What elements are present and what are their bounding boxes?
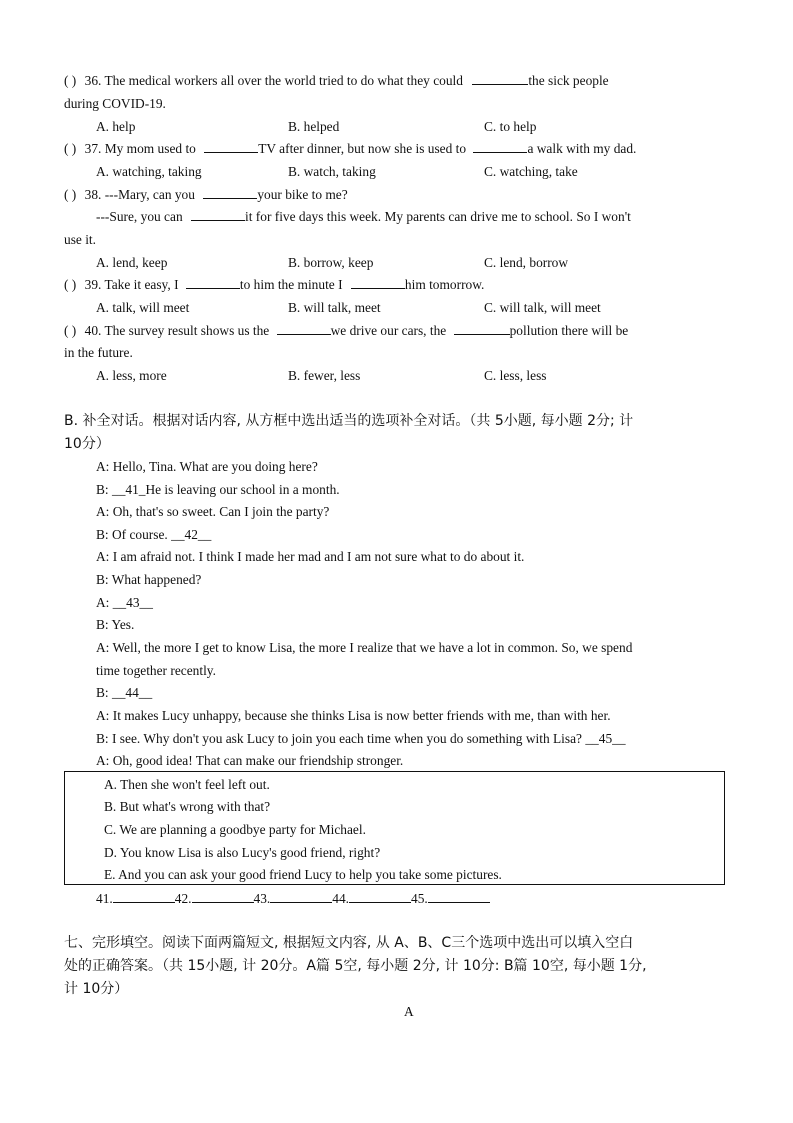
question-36-line-2: during COVID-19. (64, 96, 166, 111)
question-39-option-b[interactable]: B. will talk, meet (288, 300, 381, 315)
answer-label: 45. (411, 891, 428, 906)
answer-blank-44[interactable] (349, 889, 411, 903)
choice-option-a[interactable]: A. Then she won't feel left out. (104, 777, 270, 792)
question-38-text-a: 38. ---Mary, can you (84, 187, 195, 202)
section-b-title-cont: 10分） (64, 436, 110, 452)
passage-label: A (404, 1004, 414, 1019)
dialogue-line: B: What happened? (96, 572, 202, 587)
question-38-option-b[interactable]: B. borrow, keep (288, 255, 374, 270)
question-38-text-d: it for five days this week. My parents can drive me to school. So I won't (245, 209, 631, 224)
answer-blank-42[interactable] (192, 889, 254, 903)
question-37-option-c[interactable]: C. watching, take (484, 164, 578, 179)
question-36-option-c[interactable]: C. to help (484, 119, 537, 134)
choice-option-b[interactable]: B. But what's wrong with that? (104, 799, 271, 814)
dialogue-line: B: Of course. __42__ (96, 527, 212, 542)
question-36-line-1 (64, 71, 609, 91)
question-37-text-a: 37. My mom used to (84, 141, 196, 156)
answer-parentheses: ( ) (64, 277, 77, 292)
question-40-text-a: 40. The survey result shows us the (84, 323, 270, 338)
dialogue-line: A: Oh, good idea! That can make our friendship stronger. (96, 753, 404, 768)
question-38-line-3: use it. (64, 232, 96, 247)
answer-blank[interactable] (472, 71, 528, 85)
question-40-option-b[interactable]: B. fewer, less (288, 368, 361, 383)
answer-label: 44. (332, 891, 349, 906)
answer-blank[interactable] (203, 185, 257, 199)
question-38-line-2 (96, 207, 631, 227)
answer-blank[interactable] (351, 275, 405, 289)
question-39-line-1 (64, 275, 484, 295)
section-b-title: B. 补全对话。根据对话内容, 从方框中选出适当的选项补全对话。（共 5小题, 每小题 2分; 计 (64, 413, 634, 429)
answer-blank[interactable] (454, 321, 510, 335)
question-39-option-c[interactable]: C. will talk, will meet (484, 300, 601, 315)
question-39-text-a: 39. Take it easy, I (84, 277, 179, 292)
question-36-text: 36. The medical workers all over the world tried to do what they could (84, 73, 463, 88)
question-37-line-1 (64, 139, 636, 159)
dialogue-line: time together recently. (96, 663, 216, 678)
dialogue-line: B: __44__ (96, 685, 153, 700)
question-38-option-c[interactable]: C. lend, borrow (484, 255, 569, 270)
answer-label: 42. (174, 891, 192, 906)
question-37-option-b[interactable]: B. watch, taking (288, 164, 376, 179)
question-40-line-2: in the future. (64, 345, 133, 360)
answer-blank-43[interactable] (270, 889, 332, 903)
answer-blank[interactable] (277, 321, 331, 335)
dialogue-line: B: Yes. (96, 617, 135, 632)
answer-blank[interactable] (191, 207, 245, 221)
answer-parentheses: ( ) (64, 323, 77, 338)
question-38-option-a[interactable]: A. lend, keep (96, 255, 168, 270)
dialogue-line: B: I see. Why don't you ask Lucy to join you each time when you do something with Lisa? __45__ (96, 731, 626, 746)
dialogue-line: A: I am afraid not. I think I made her mad and I am not sure what to do about it. (96, 549, 525, 564)
dialogue-line: A: It makes Lucy unhappy, because she thinks Lisa is now better friends with me, than with her. (96, 708, 611, 723)
answer-row (96, 889, 490, 909)
question-37-option-a[interactable]: A. watching, taking (96, 164, 202, 179)
question-36-option-a[interactable]: A. help (96, 119, 136, 134)
question-36-option-b[interactable]: B. helped (288, 119, 340, 134)
choice-option-c[interactable]: C. We are planning a goodbye party for Michael. (104, 822, 366, 837)
choice-option-d[interactable]: D. You know Lisa is also Lucy's good friend, right? (104, 845, 381, 860)
question-40-text-c: pollution there will be (509, 323, 629, 338)
question-39-text-b: to him the minute I (239, 277, 343, 292)
question-38-line-1 (64, 185, 348, 205)
answer-blank[interactable] (186, 275, 240, 289)
answer-blank-45[interactable] (428, 889, 490, 903)
section-seven-title: 七、完形填空。阅读下面两篇短文, 根据短文内容, 从 A、B、C三个选项中选出可以填入空白 (64, 935, 634, 951)
question-40-option-a[interactable]: A. less, more (96, 368, 167, 383)
question-37-text-b: TV after dinner, but now she is used to (258, 141, 467, 156)
dialogue-line: B: __41_He is leaving our school in a month. (96, 482, 340, 497)
dialogue-line: A: Hello, Tina. What are you doing here? (96, 459, 318, 474)
section-seven-title-cont: 处的正确答案。（共 15小题, 计 20分。A篇 5空, 每小题 2分, 计 10分: B篇 10空, 每小题 1分, (64, 958, 647, 974)
dialogue-line: A: Well, the more I get to know Lisa, the more I realize that we have a lot in common. So, we spend (96, 640, 633, 655)
dialogue-line: A: __43__ (96, 595, 153, 610)
choice-option-e[interactable]: E. And you can ask your good friend Lucy to help you take some pictures. (104, 867, 502, 882)
question-40-line-1 (64, 321, 628, 341)
answer-blank[interactable] (473, 139, 527, 153)
question-37-text-c: a walk with my dad. (527, 141, 637, 156)
answer-blank-41[interactable] (113, 889, 175, 903)
answer-parentheses: ( ) (64, 141, 77, 156)
answer-parentheses: ( ) (64, 73, 77, 88)
section-seven-title-end: 计 10分） (64, 981, 129, 997)
question-40-text-b: we drive our cars, the (330, 323, 447, 338)
answer-label: 41. (96, 891, 113, 906)
answer-label: 43. (253, 891, 271, 906)
question-38-text-b: your bike to me? (257, 187, 348, 202)
question-39-option-a[interactable]: A. talk, will meet (96, 300, 190, 315)
answer-parentheses: ( ) (64, 187, 77, 202)
question-39-text-c: him tomorrow. (404, 277, 485, 292)
dialogue-line: A: Oh, that's so sweet. Can I join the party? (96, 504, 330, 519)
question-36-text-end: the sick people (528, 73, 609, 88)
answer-blank[interactable] (204, 139, 258, 153)
question-40-option-c[interactable]: C. less, less (484, 368, 547, 383)
question-38-text-c: ---Sure, you can (96, 209, 183, 224)
